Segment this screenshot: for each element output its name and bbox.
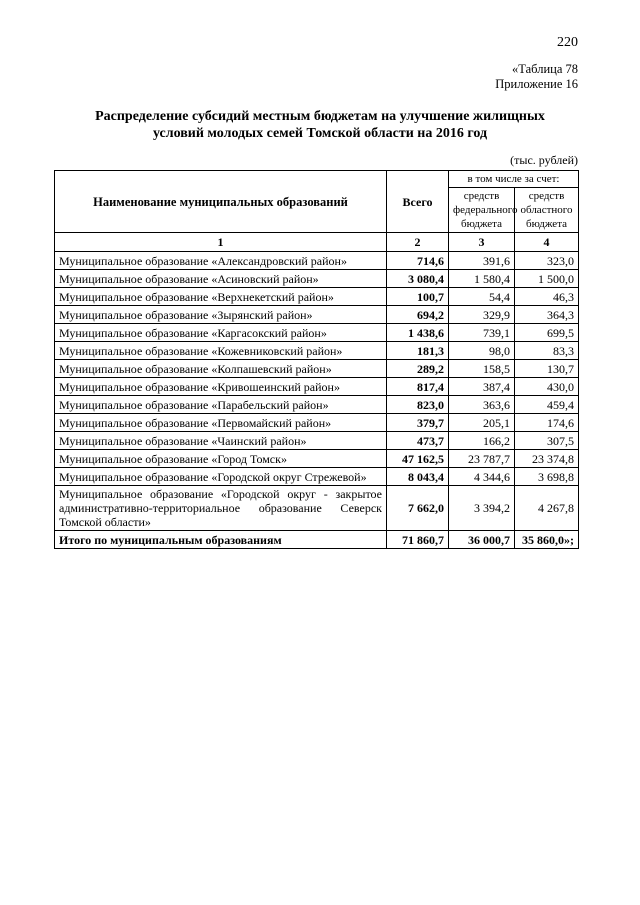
table-row — [55, 486, 579, 531]
total-value: 473,7 — [387, 432, 449, 450]
federal-value: 23 787,7 — [449, 450, 515, 468]
municipality-name: Муниципальное образование «Зырянский район» — [55, 306, 387, 324]
municipality-name: Муниципальное образование «Каргасокский район» — [55, 324, 387, 342]
municipality-name: Муниципальное образование «Парабельский район» — [55, 396, 387, 414]
total-value: 714,6 — [387, 252, 449, 270]
federal-value: 54,4 — [449, 288, 515, 306]
municipality-name: Муниципальное образование «Городской округ - закрытое административно-территориальное образование Северск Томской области» — [55, 486, 387, 531]
table-number: «Таблица 78 — [512, 62, 578, 76]
column-number-row — [55, 233, 579, 252]
table-row — [55, 450, 579, 468]
municipality-name: Муниципальное образование «Кривошеинский район» — [55, 378, 387, 396]
regional-value: 83,3 — [515, 342, 579, 360]
table-row — [55, 306, 579, 324]
federal-value: 739,1 — [449, 324, 515, 342]
grand-total-value: 71 860,7 — [387, 531, 449, 549]
header-federal: средств федерального бюджета — [449, 188, 515, 233]
unit-label: (тыс. рублей) — [510, 153, 578, 167]
column-number: 4 — [515, 233, 579, 252]
regional-value: 4 267,8 — [515, 486, 579, 531]
table-row — [55, 252, 579, 270]
column-number: 3 — [449, 233, 515, 252]
municipality-name: Муниципальное образование «Городской округ Стрежевой» — [55, 468, 387, 486]
federal-value: 329,9 — [449, 306, 515, 324]
regional-value: 174,6 — [515, 414, 579, 432]
federal-value: 391,6 — [449, 252, 515, 270]
title-line-1: Распределение субсидий местным бюджетам на улучшение жилищных — [95, 109, 545, 124]
municipality-name: Муниципальное образование «Город Томск» — [55, 450, 387, 468]
header-including: в том числе за счет: — [449, 171, 579, 188]
municipality-name: Муниципальное образование «Асиновский район» — [55, 270, 387, 288]
municipality-name: Муниципальное образование «Чаинский район» — [55, 432, 387, 450]
regional-value: 323,0 — [515, 252, 579, 270]
appendix-number: Приложение 16 — [495, 77, 578, 91]
table-reference — [495, 62, 578, 92]
federal-value: 166,2 — [449, 432, 515, 450]
table-row — [55, 324, 579, 342]
federal-value: 98,0 — [449, 342, 515, 360]
municipality-name: Муниципальное образование «Кожевниковский район» — [55, 342, 387, 360]
federal-value: 205,1 — [449, 414, 515, 432]
federal-value: 158,5 — [449, 360, 515, 378]
regional-value: 459,4 — [515, 396, 579, 414]
total-value: 181,3 — [387, 342, 449, 360]
total-value: 7 662,0 — [387, 486, 449, 531]
column-number: 2 — [387, 233, 449, 252]
federal-value: 363,6 — [449, 396, 515, 414]
federal-value: 3 394,2 — [449, 486, 515, 531]
regional-value: 699,5 — [515, 324, 579, 342]
total-value: 694,2 — [387, 306, 449, 324]
regional-value: 23 374,8 — [515, 450, 579, 468]
grand-total-regional: 35 860,0»; — [515, 531, 579, 549]
regional-value: 46,3 — [515, 288, 579, 306]
header-regional: средств областного бюджета — [515, 188, 579, 233]
document-title — [60, 108, 580, 142]
federal-value: 1 580,4 — [449, 270, 515, 288]
total-value: 289,2 — [387, 360, 449, 378]
regional-value: 430,0 — [515, 378, 579, 396]
grand-total-row — [55, 531, 579, 549]
municipality-name: Муниципальное образование «Александровский район» — [55, 252, 387, 270]
table-row — [55, 432, 579, 450]
regional-value: 130,7 — [515, 360, 579, 378]
table-row — [55, 360, 579, 378]
regional-value: 1 500,0 — [515, 270, 579, 288]
total-value: 817,4 — [387, 378, 449, 396]
header-total: Всего — [387, 171, 449, 233]
subsidy-table — [54, 170, 579, 549]
table-row — [55, 414, 579, 432]
title-line-2: условий молодых семей Томской области на 2016 год — [152, 126, 488, 141]
table-row — [55, 378, 579, 396]
table-row — [55, 270, 579, 288]
table-row — [55, 468, 579, 486]
table-row — [55, 342, 579, 360]
regional-value: 364,3 — [515, 306, 579, 324]
page-number: 220 — [557, 35, 578, 50]
total-value: 823,0 — [387, 396, 449, 414]
table-row — [55, 288, 579, 306]
total-value: 47 162,5 — [387, 450, 449, 468]
grand-total-label: Итого по муниципальным образованиям — [55, 531, 387, 549]
total-value: 100,7 — [387, 288, 449, 306]
federal-value: 387,4 — [449, 378, 515, 396]
total-value: 3 080,4 — [387, 270, 449, 288]
municipality-name: Муниципальное образование «Первомайский район» — [55, 414, 387, 432]
header-name: Наименование муниципальных образований — [55, 171, 387, 233]
grand-total-federal: 36 000,7 — [449, 531, 515, 549]
total-value: 8 043,4 — [387, 468, 449, 486]
regional-value: 307,5 — [515, 432, 579, 450]
total-value: 379,7 — [387, 414, 449, 432]
table-row — [55, 396, 579, 414]
municipality-name: Муниципальное образование «Колпашевский район» — [55, 360, 387, 378]
municipality-name: Муниципальное образование «Верхнекетский район» — [55, 288, 387, 306]
total-value: 1 438,6 — [387, 324, 449, 342]
column-number: 1 — [55, 233, 387, 252]
federal-value: 4 344,6 — [449, 468, 515, 486]
regional-value: 3 698,8 — [515, 468, 579, 486]
